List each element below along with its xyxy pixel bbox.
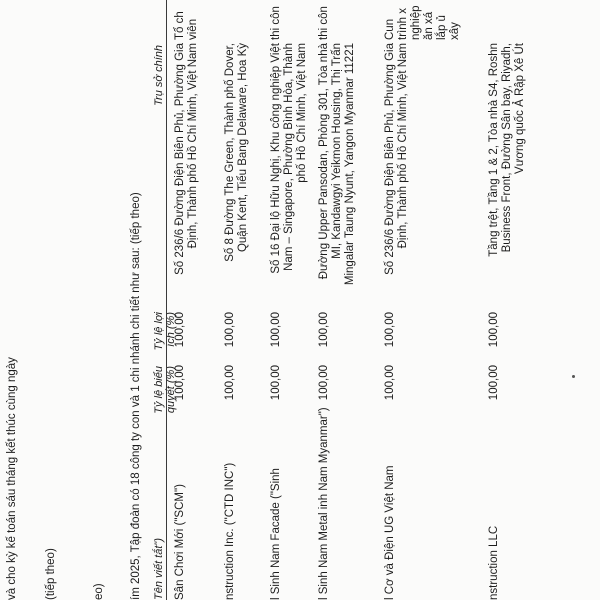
row-2-name: nstruction Inc. ("CTD INC") — [224, 462, 236, 600]
row-3-name: l Sinh Nam Facade ("Sinh — [270, 468, 282, 600]
row-6-office: Tầng trệt, Tầng 1 & 2, Tòa nhà S4, Roshn Business Front, Đường Sân bay, Riyadh, Vương quốc Ả Rập Xê Út — [488, 43, 526, 257]
row-5-vote: 100,00 — [384, 365, 396, 401]
row-6-name: nstruction LLC — [488, 525, 500, 600]
column-header-benefit: Tỷ lệ lợi ích (%) — [153, 312, 177, 351]
row-4-office: Đường Upper Pansodan, Phòng 301, Tòa nhà MI, Kandawgyi Yeikmon Housing, Thị Trấn Mingalar Taung Nyunt, Yangon Myanmar 11221 — [318, 43, 356, 286]
row-1-business: Tổ ch viên — [174, 11, 199, 40]
row-1-name: Sân Chơi Mới ("SCM") — [174, 484, 186, 600]
column-header-business — [153, 0, 165, 40]
row-6-vote: 100,00 — [488, 365, 500, 401]
row-3-office: Số 16 Đại lộ Hữu Nghị, Khu công nghiệp Việt Nam – Singapore, Phường Bình Hòa, Thành phố Hồ Chí Minh, Việt Nam — [270, 43, 308, 274]
row-6-business — [488, 0, 516, 40]
row-2-vote: 100,00 — [224, 365, 236, 401]
row-3-business: thi côn — [270, 6, 282, 40]
row-5-name: l Cơ và Điện UG Việt Nam — [384, 465, 396, 600]
row-3-vote: 100,00 — [270, 365, 282, 401]
header-line-4: ím 2025, Tập đoàn có 18 công ty con và 1 chi nhánh chi tiết như sau: (tiếp theo) — [130, 192, 142, 600]
column-header-name: Tên viết tắt") — [153, 538, 165, 600]
row-1-benefit: 100,00 — [174, 312, 186, 348]
row-3-benefit: 100,00 — [270, 312, 282, 348]
header-line-2: (tiếp theo) — [45, 548, 57, 600]
row-1-vote: 100,00 — [174, 365, 186, 401]
row-2-benefit: 100,00 — [224, 312, 236, 348]
column-header-vote: Tỷ lệ biểu quyết (%) — [153, 366, 177, 414]
row-4-business: thi côn — [318, 6, 330, 40]
header-rule — [166, 0, 167, 600]
row-2-office: Số 8 Đường The Green, Thành phố Dover, Quận Kent, Tiểu Bang Delaware, Hoa Kỳ — [224, 43, 249, 262]
header-line-1: và cho kỳ kế toán sáu tháng kết thúc cùng ngày — [6, 357, 18, 600]
row-5-office: Số 236/6 Đường Điện Biên Phủ, Phường Gia Định, Thành phố Hồ Chí Minh, Việt Nam — [384, 43, 409, 275]
row-4-name: l Sinh Nam Metal inh Nam Myanmar") — [318, 407, 330, 600]
row-5-benefit: 100,00 — [384, 312, 396, 348]
column-header-office: Trụ sở chính — [153, 45, 165, 106]
row-1-office: Số 236/6 Đường Điện Biên Phủ, Phường Gia Định, Thành phố Hồ Chí Minh, Việt Nam — [174, 43, 199, 275]
row-2-business — [224, 0, 252, 40]
row-5-business: Cun trình x nghiệp ăn xá lắp ủ xây — [384, 5, 461, 40]
scan-speck — [572, 375, 575, 378]
row-6-benefit: 100,00 — [488, 312, 500, 348]
row-4-benefit: 100,00 — [318, 312, 330, 348]
row-4-vote: 100,00 — [318, 365, 330, 401]
header-line-3: eo) — [93, 583, 105, 600]
